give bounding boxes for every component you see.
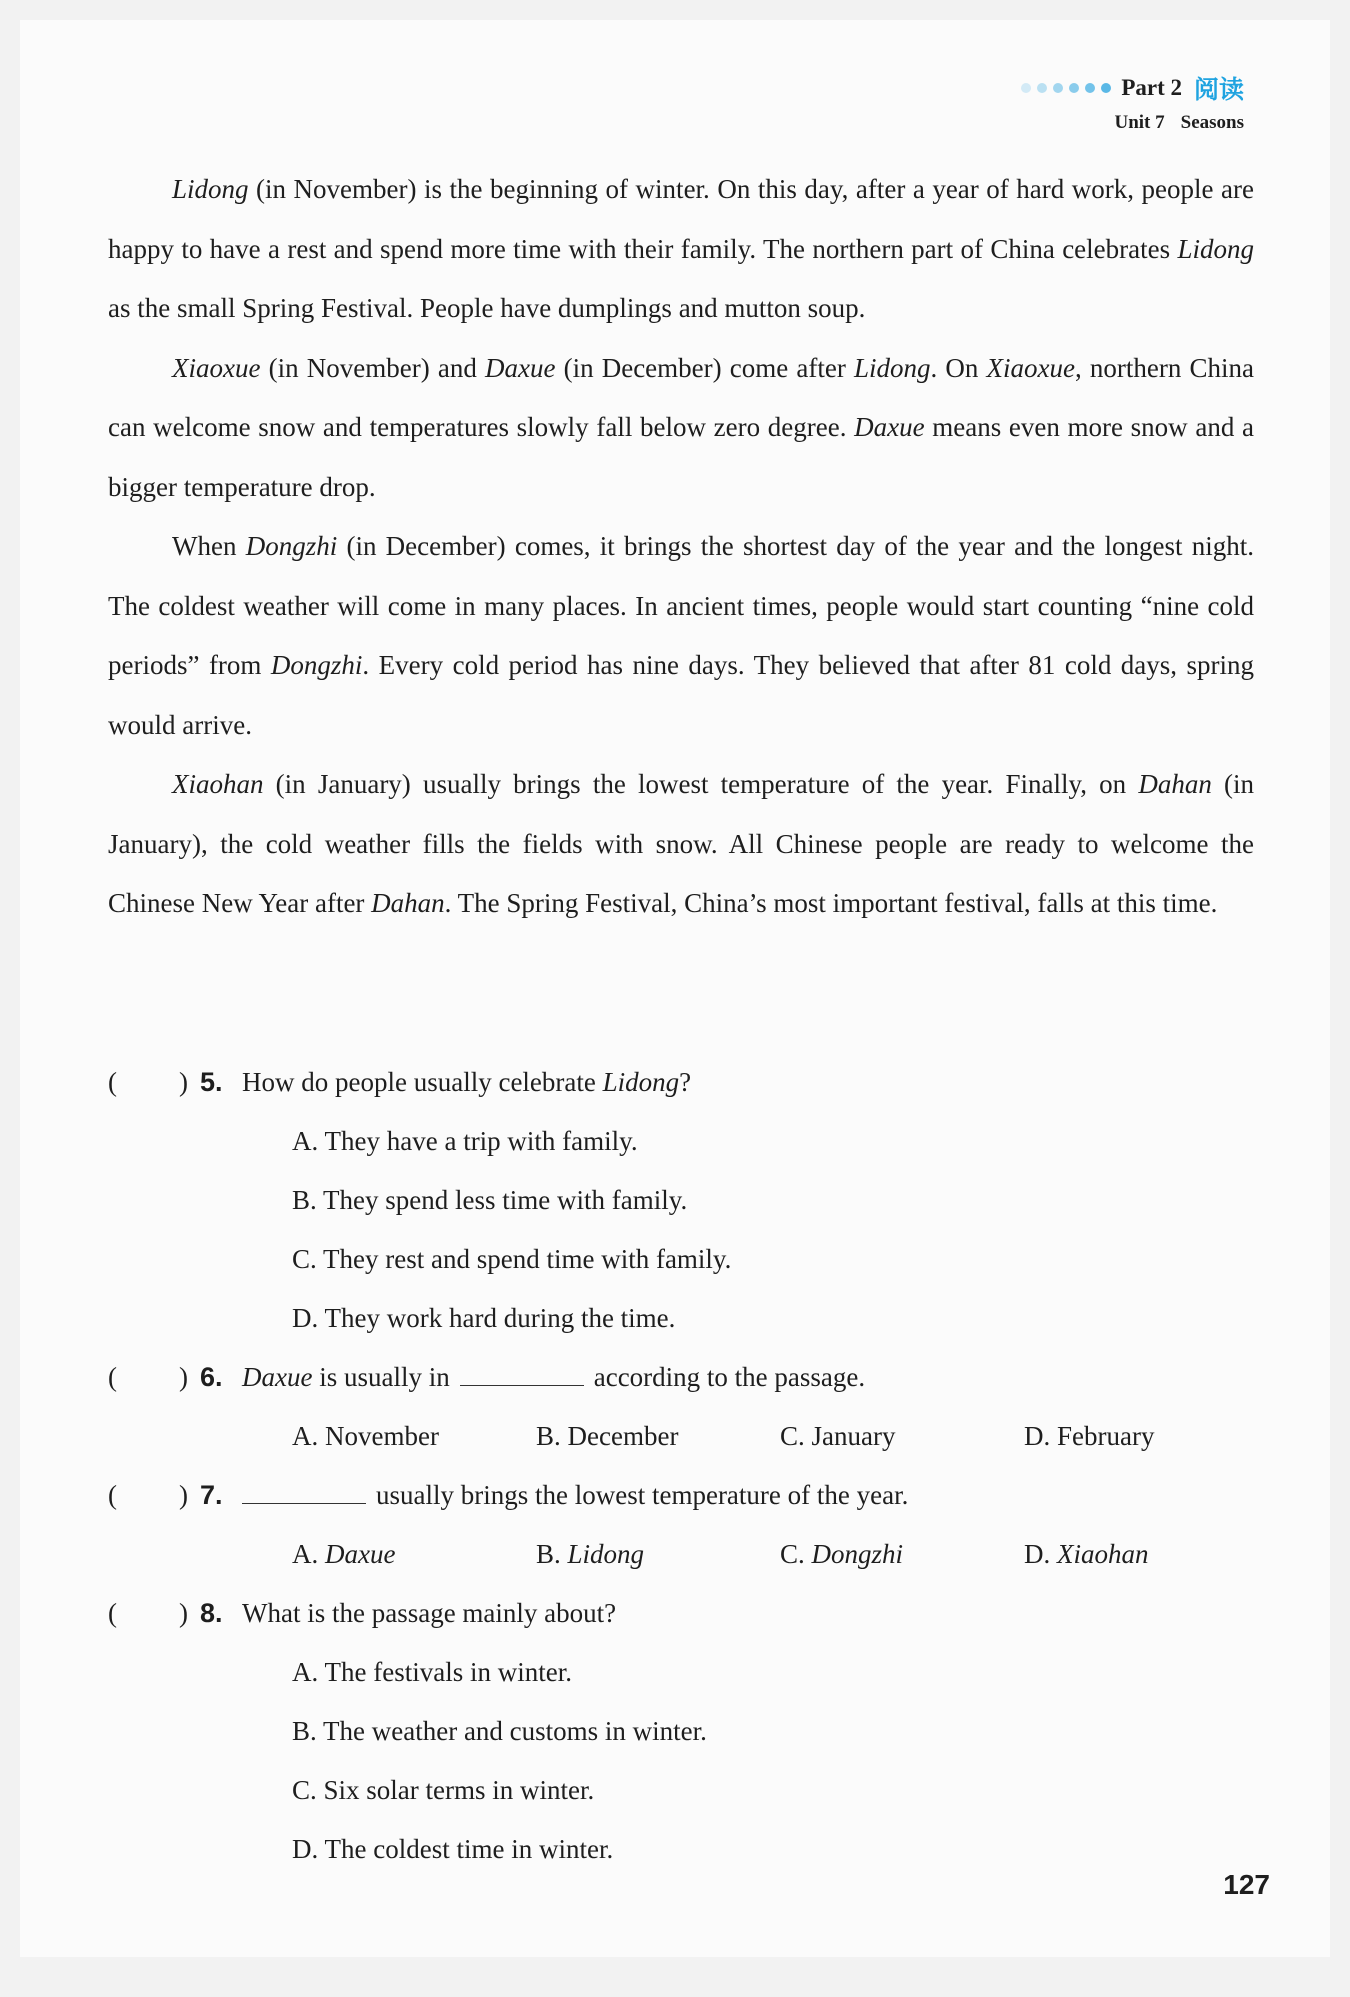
- question-text: usually brings the lowest temperature of the year.: [242, 1466, 908, 1525]
- option: C. Six solar terms in winter.: [292, 1775, 595, 1805]
- part-label: Part 2: [1121, 75, 1182, 100]
- part-cn-label: 阅读: [1193, 75, 1244, 104]
- question-list: [108, 1053, 1268, 1879]
- passage-paragraph: [108, 755, 1254, 934]
- question-text: How do people usually celebrate Lidong?: [242, 1067, 692, 1097]
- textbook-page: [20, 20, 1330, 1957]
- passage-text: When: [172, 531, 246, 561]
- passage-text: (in January), the cold weather fills the fields with snow. All Chinese people are ready to welcome the Chinese New Year after: [108, 769, 1254, 918]
- passage-text: (in December) come after: [555, 352, 854, 383]
- answer-paren[interactable]: ( ): [108, 1067, 188, 1097]
- question-number: 5.: [200, 1067, 223, 1097]
- option: A. November: [292, 1421, 439, 1451]
- unit-label: [1021, 112, 1244, 134]
- question-number: 7.: [200, 1480, 223, 1510]
- question-5: [108, 1053, 1268, 1112]
- solar-term-name: Lidong: [172, 174, 249, 204]
- unit-number: Unit 7: [1114, 112, 1165, 133]
- question-8: [108, 1584, 1268, 1643]
- solar-term-name: Xiaoxue: [986, 352, 1075, 383]
- unit-title: Seasons: [1180, 112, 1244, 133]
- option: A. The festivals in winter.: [292, 1657, 572, 1687]
- passage-text: . On: [930, 352, 987, 383]
- option: C. January: [780, 1421, 896, 1451]
- passage-paragraph: [108, 160, 1254, 339]
- passage-text: as the small Spring Festival. People have dumplings and mutton soup.: [108, 293, 866, 323]
- option: B. They spend less time with family.: [292, 1185, 688, 1215]
- option: C. Dongzhi: [780, 1539, 904, 1569]
- answer-paren[interactable]: ( ): [108, 1480, 188, 1510]
- option: D. February: [1024, 1421, 1155, 1451]
- solar-term-name: Dahan: [1138, 769, 1212, 799]
- option: D. They work hard during the time.: [292, 1303, 676, 1333]
- option: A. Daxue: [292, 1539, 396, 1569]
- question-number: 8.: [200, 1598, 223, 1628]
- solar-term-name: Xiaohan: [172, 769, 264, 799]
- page-number: 127: [1223, 1869, 1270, 1900]
- option: B. The weather and customs in winter.: [292, 1716, 707, 1746]
- question-6: [108, 1348, 1268, 1407]
- option: D. The coldest time in winter.: [292, 1834, 614, 1864]
- passage-paragraph: [108, 339, 1254, 518]
- question-text: What is the passage mainly about?: [242, 1598, 617, 1628]
- page-header: [1021, 70, 1244, 134]
- solar-term-name: Lidong: [853, 352, 931, 383]
- fill-blank[interactable]: [242, 1477, 366, 1504]
- question-7: [108, 1466, 1268, 1525]
- solar-term-name: Dongzhi: [270, 650, 363, 680]
- option: B. Lidong: [536, 1539, 645, 1569]
- passage-text: (in December) comes, it brings the shortest day of the year and the longest night. The coldest weather will come in many places. In ancient times, people would start counting “nine cold periods” from: [108, 531, 1254, 680]
- solar-term-name: Xiaoxue: [172, 352, 261, 383]
- answer-paren[interactable]: ( ): [108, 1598, 188, 1628]
- passage-text: (in November) is the beginning of winter. On this day, after a year of hard work, people are happy to have a rest and spend more time with their family. The northern part of China celebrates: [108, 174, 1254, 264]
- option-row: [108, 1525, 1268, 1584]
- passage-paragraph: [108, 517, 1254, 755]
- question-text: Daxue is usually in according to the passage.: [242, 1348, 865, 1407]
- option: C. They rest and spend time with family.: [292, 1244, 732, 1274]
- solar-term-name: Dongzhi: [245, 531, 338, 561]
- passage-text: (in November) and: [260, 352, 485, 383]
- passage-text: . The Spring Festival, China’s most important festival, falls at this time.: [444, 888, 1218, 918]
- passage-text: . Every cold period has nine days. They believed that after 81 cold days, spring would arrive.: [108, 650, 1255, 740]
- option-row: [108, 1407, 1268, 1466]
- answer-paren[interactable]: ( ): [108, 1362, 188, 1392]
- solar-term-name: Lidong: [1177, 233, 1254, 264]
- solar-term-name: Daxue: [854, 412, 925, 442]
- passage-text: , northern China can welcome snow and temperatures slowly fall below zero degree.: [108, 352, 1254, 442]
- passage-text: (in January) usually brings the lowest temperature of the year. Finally, on: [263, 769, 1139, 799]
- fill-blank[interactable]: [460, 1359, 584, 1386]
- option: B. December: [536, 1421, 679, 1451]
- question-number: 6.: [200, 1362, 223, 1392]
- solar-term-name: Dahan: [371, 888, 445, 918]
- option: D. Xiaohan: [1024, 1539, 1149, 1569]
- solar-term-name: Daxue: [484, 352, 556, 383]
- passage-text: means even more snow and a bigger temperature drop.: [108, 412, 1254, 502]
- decorative-dots: [1021, 83, 1111, 93]
- reading-passage: [108, 160, 1254, 934]
- option: A. They have a trip with family.: [292, 1126, 638, 1156]
